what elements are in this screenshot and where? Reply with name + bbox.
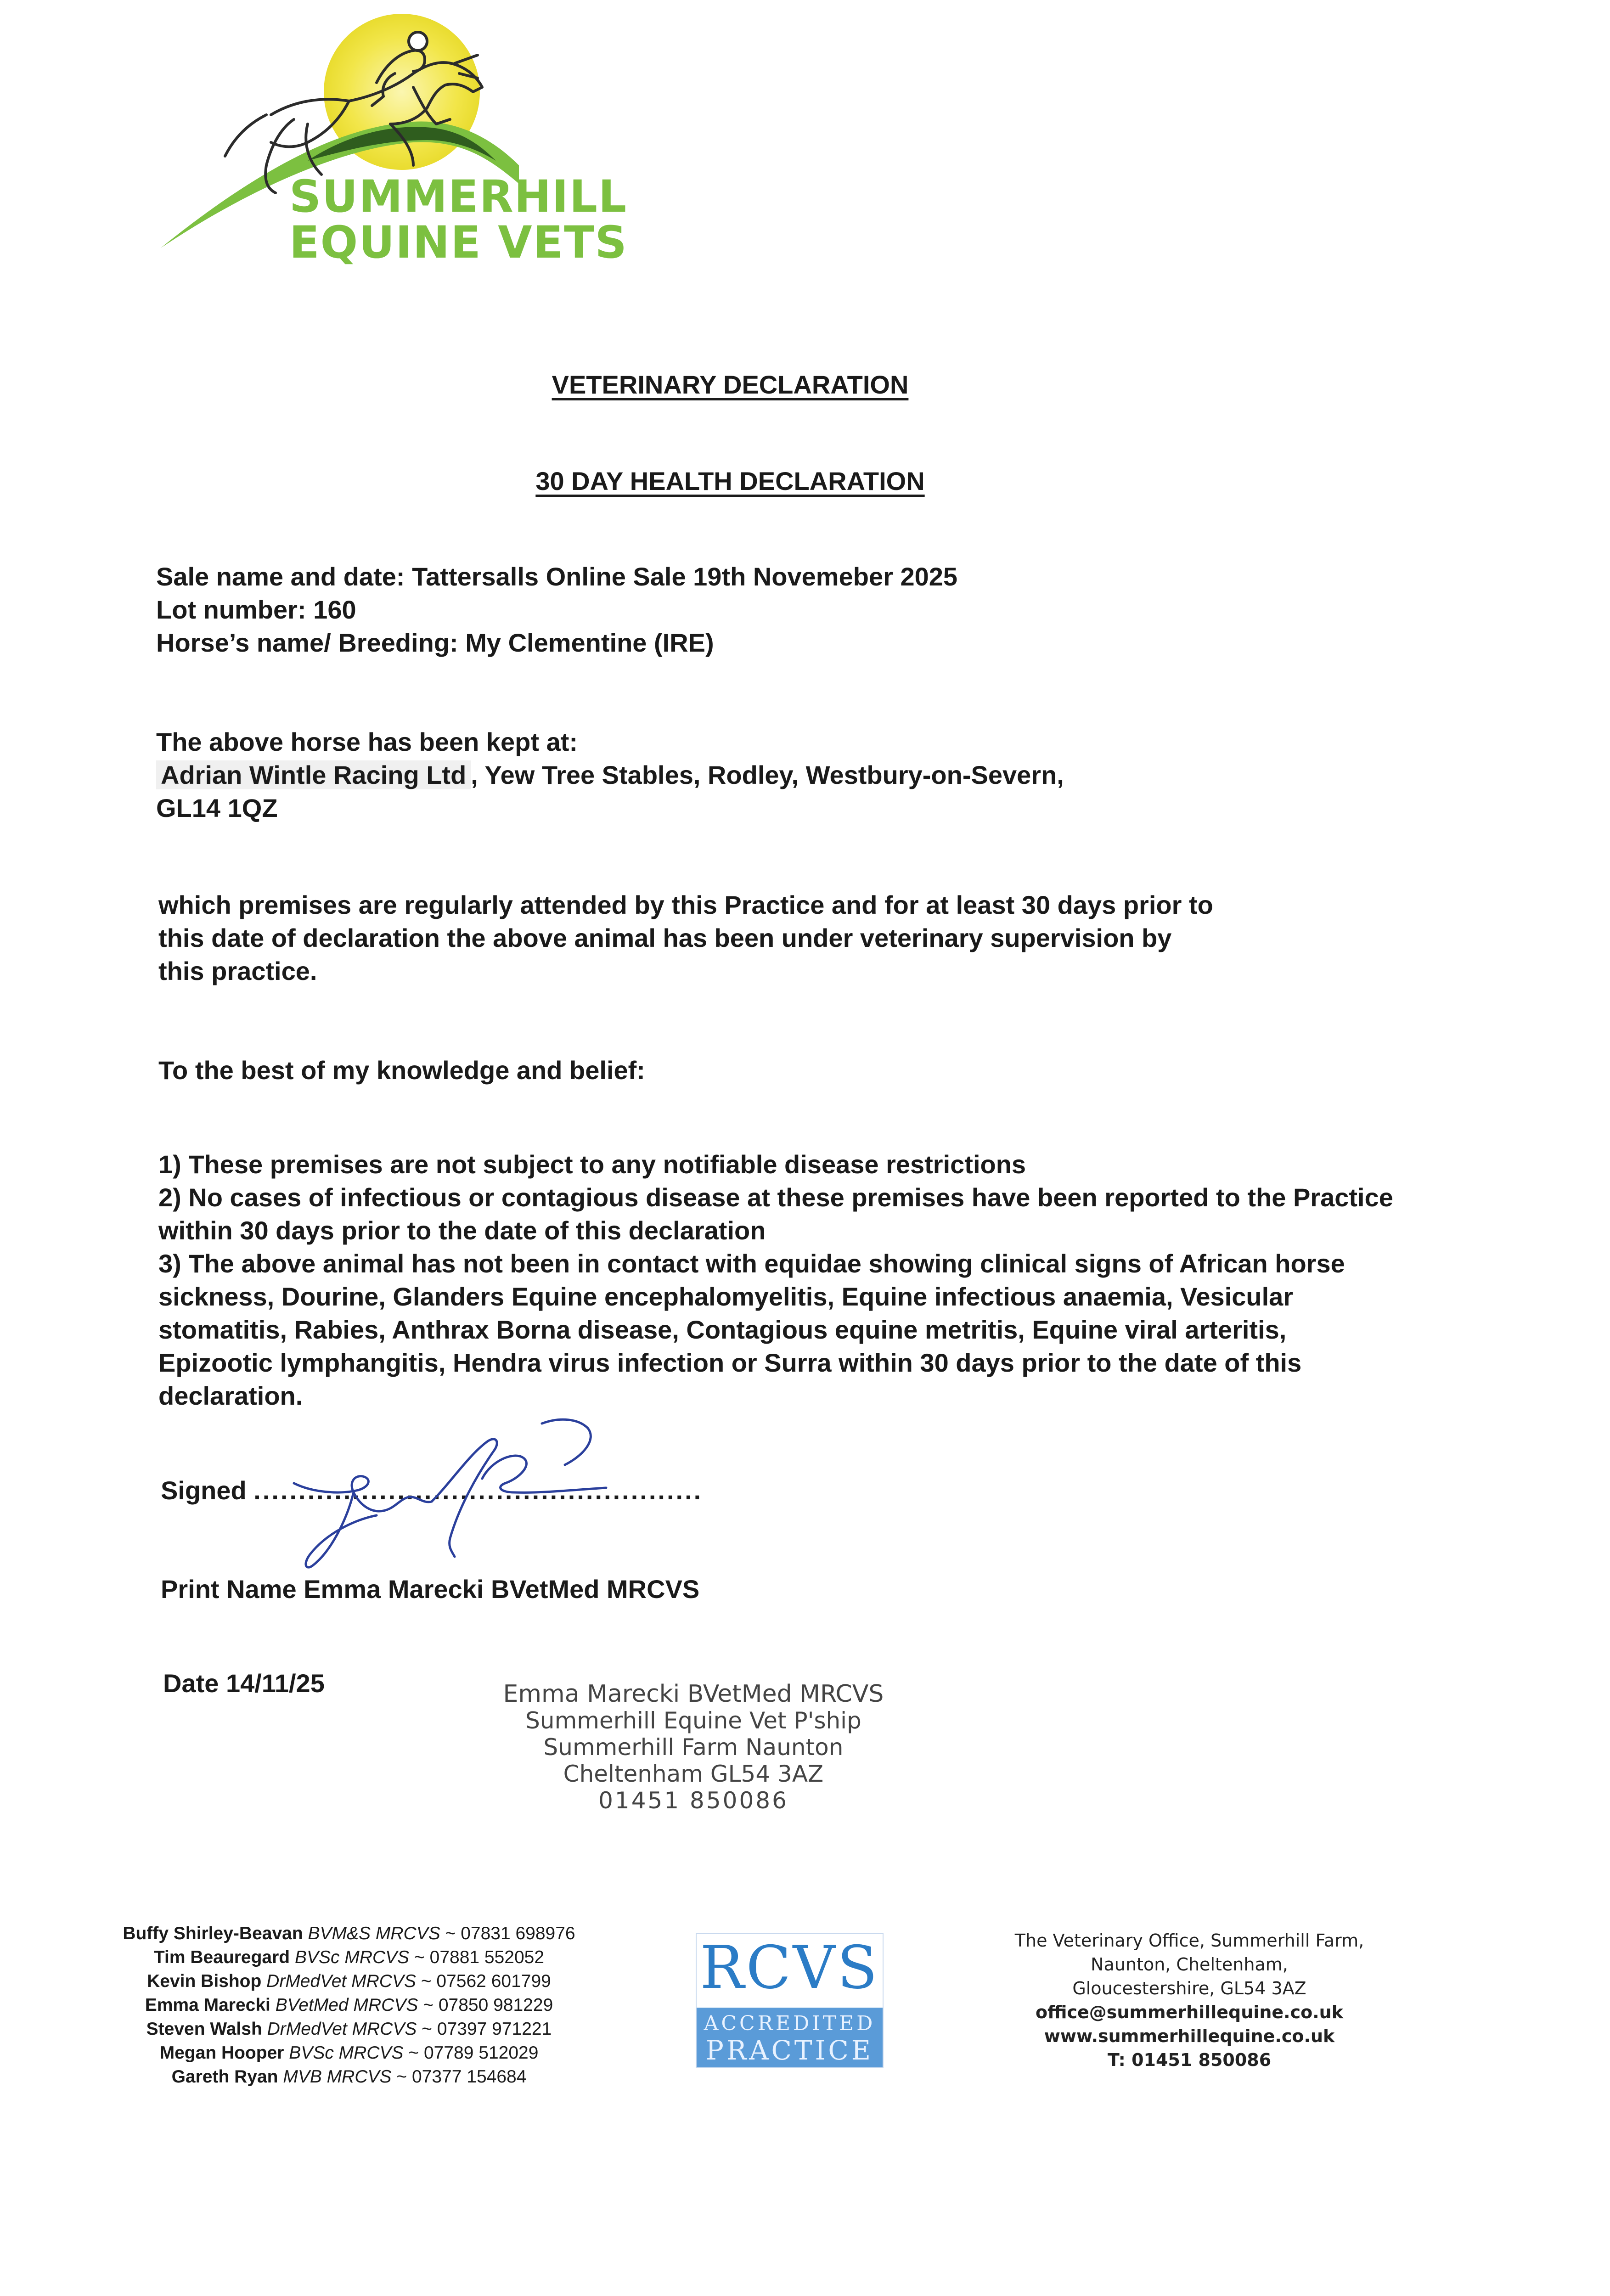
stamp-line: Cheltenham GL54 3AZ [563, 1761, 824, 1787]
rcvs-band [697, 2008, 883, 2067]
staff-row [51, 2065, 647, 2089]
staff-row [51, 1970, 647, 1993]
office-email-link[interactable]: office@summerhillequine.co.uk [1036, 2002, 1343, 2022]
staff-name: Steven Walsh [146, 2019, 262, 2039]
staff-row [51, 2017, 647, 2041]
rcvs-accredited-text: ACCREDITED [704, 2012, 876, 2035]
horse-name-breeding: Horse’s name/ Breeding: My Clementine (IRE) [156, 628, 714, 657]
staff-row [51, 1922, 647, 1946]
lot-number: Lot number: 160 [156, 595, 356, 624]
office-line: Gloucestershire, GL54 3AZ [1072, 1978, 1306, 1998]
staff-row [51, 1993, 647, 2017]
handwritten-signature [285, 1414, 634, 1580]
print-name: Print Name Emma Marecki BVetMed MRCVS [161, 1575, 700, 1604]
signed-label: Signed [161, 1476, 247, 1505]
statement-item: 1) These premises are not subject to any notifiable disease restrictions [158, 1150, 1026, 1179]
declaration-date: Date 14/11/25 [163, 1669, 325, 1698]
sale-name-date: Sale name and date: Tattersalls Online Sale 19th Novemeber 2025 [156, 562, 958, 591]
staff-phone: ~ 07377 154684 [396, 2067, 527, 2087]
kept-at-address [156, 759, 1064, 792]
signature-dots: .................................................. [253, 1476, 703, 1505]
attendance-paragraph: which premises are regularly attended by this Practice and for at least 30 days prior to this date of declaration the above animal has been under veterinary supervision by this practice. [158, 890, 1213, 985]
practice-stamp [464, 1681, 923, 1814]
staff-qualifications: DrMedVet MRCVS [267, 2019, 417, 2039]
office-website-link[interactable]: www.summerhillequine.co.uk [1044, 2026, 1335, 2046]
document-subtitle: 30 DAY HEALTH DECLARATION [535, 467, 925, 495]
staff-phone: ~ 07850 981229 [423, 1995, 553, 2015]
staff-qualifications: BVetMed MRCVS [275, 1995, 418, 2015]
kept-at-postcode: GL14 1QZ [156, 793, 278, 822]
document-title: VETERINARY DECLARATION [552, 370, 909, 399]
staff-qualifications: BVSc MRCVS [289, 2043, 404, 2063]
staff-name: Megan Hooper [159, 2043, 284, 2063]
belief-intro: To the best of my knowledge and belief: [158, 1056, 645, 1085]
staff-phone: ~ 07881 552052 [414, 1947, 545, 1967]
staff-name: Kevin Bishop [147, 1971, 262, 1991]
office-address [960, 1929, 1419, 2072]
statement-item: 2) No cases of infectious or contagious disease at these premises have been reported to the Practice within 30 days prior to the date of this declaration [158, 1183, 1393, 1245]
declaration-statements [158, 1148, 1407, 1412]
stamp-line: 01451 850086 [598, 1787, 788, 1814]
staff-qualifications: BVM&S MRCVS [308, 1924, 440, 1943]
kept-at-intro: The above horse has been kept at: [156, 727, 578, 756]
staff-name: Tim Beauregard [153, 1947, 290, 1967]
office-line: The Veterinary Office, Summerhill Farm, [1014, 1930, 1364, 1951]
stamp-line: Summerhill Equine Vet P'ship [525, 1707, 861, 1734]
staff-row [51, 1946, 647, 1970]
staff-name: Buffy Shirley-Beavan [123, 1924, 303, 1943]
staff-phone: ~ 07397 971221 [422, 2019, 552, 2039]
staff-qualifications: MVB MRCVS [283, 2067, 392, 2087]
trainer-name: Adrian Wintle Racing Ltd [156, 760, 471, 789]
staff-name: Emma Marecki [145, 1995, 270, 2015]
staff-row [51, 2041, 647, 2065]
address-rest: , Yew Tree Stables, Rodley, Westbury-on-Severn, [471, 760, 1064, 789]
office-line: Naunton, Cheltenham, [1091, 1954, 1288, 1975]
staff-qualifications: BVSc MRCVS [294, 1947, 410, 1967]
stamp-line: Emma Marecki BVetMed MRCVS [503, 1680, 884, 1708]
staff-qualifications: DrMedVet MRCVS [266, 1971, 416, 1991]
practice-logo [156, 9, 628, 268]
rcvs-accredited-badge [696, 1933, 884, 2068]
rcvs-practice-text: PRACTICE [705, 2035, 874, 2066]
staff-phone: ~ 07831 698976 [445, 1924, 575, 1943]
staff-phone: ~ 07789 512029 [408, 2043, 539, 2063]
logo-line-1: SUMMERHILL [289, 171, 628, 222]
staff-list [51, 1922, 647, 2089]
stamp-line: Summerhill Farm Naunton [543, 1734, 844, 1761]
rcvs-mark: RCVS [700, 1934, 879, 2002]
logo-line-2: EQUINE VETS [289, 217, 628, 268]
statement-item: 3) The above animal has not been in contact with equidae showing clinical signs of African horse sickness, Dourine, Glanders Equine encephalomyelitis, Equine infectious anaemia, Vesicular stomatitis, Rabies, Anthrax Borna disease, Contagious equine metritis, Equine viral arteritis, Epizootic lymphangitis, Hendra virus infection or Surra within 30 days prior to the date of this declaration. [158, 1249, 1345, 1410]
staff-name: Gareth Ryan [171, 2067, 278, 2087]
staff-phone: ~ 07562 601799 [421, 1971, 551, 1991]
office-phone: T: 01451 850086 [1107, 2050, 1272, 2070]
